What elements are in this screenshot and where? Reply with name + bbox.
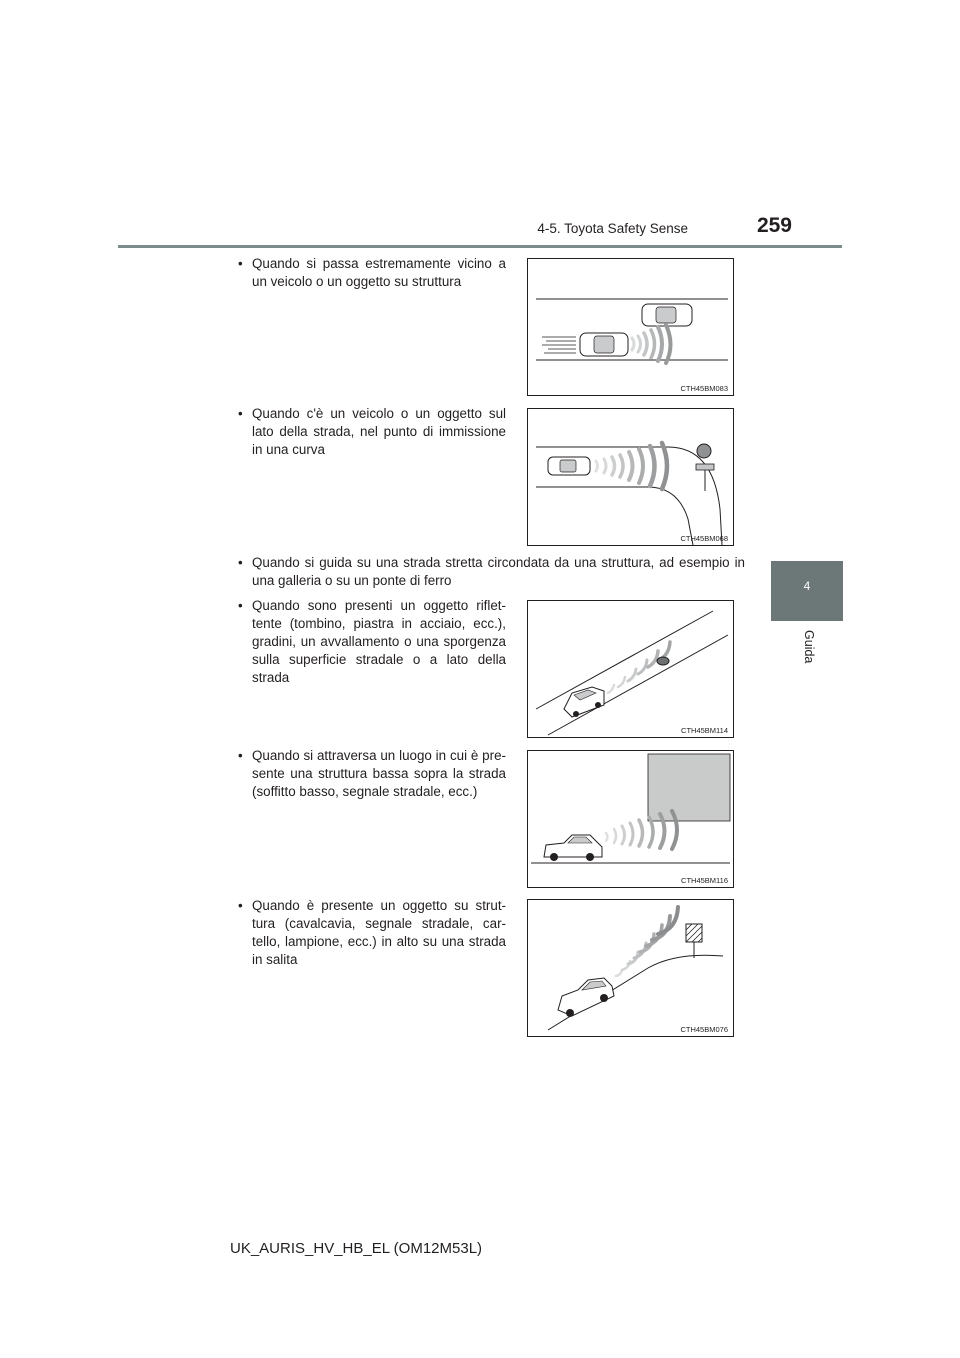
bullet: • [238, 598, 243, 613]
item-text: Quando sono presenti un oggetto riflet-tente (tombino, piastra in acciaio, ecc.), gradini, un avvallamento o una sporgenza sulla superficie stradale o a lato della strada [252, 598, 506, 685]
manhole-icon [657, 657, 669, 665]
road-sign-icon [696, 444, 714, 491]
figure-low-structure [527, 750, 734, 888]
radar-waves-icon [616, 907, 678, 976]
bullet: • [238, 748, 243, 763]
item-text: Quando si guida su una strada stretta circondata da una struttura, ad esempio in una galleria o su un ponte di ferro [252, 555, 745, 588]
figure-code: CTH45BM114 [681, 726, 728, 735]
list-item [238, 405, 506, 459]
list-item [238, 747, 506, 801]
illustration-low-structure [528, 751, 733, 887]
figure-code: CTH45BM083 [680, 384, 728, 393]
list-item [238, 255, 506, 291]
chapter-number: 4 [803, 579, 811, 593]
car-icon [564, 687, 604, 717]
figure-code: CTH45BM068 [680, 534, 728, 543]
car-icon [548, 457, 590, 475]
figure-code: CTH45BM076 [680, 1025, 728, 1034]
illustration-uphill-object [528, 900, 733, 1036]
illustration-curve-entrance [528, 409, 733, 545]
figure-curve-entrance [527, 408, 734, 546]
item-text: Quando c'è un veicolo o un oggetto sul lato della strada, nel punto di immissione in una curva [252, 406, 506, 457]
bullet: • [238, 256, 243, 271]
radar-waves-icon [596, 443, 667, 489]
item-text: Quando si attraversa un luogo in cui è pre-sente una struttura bassa sopra la strada (soffitto basso, segnale stradale, ecc.) [252, 748, 506, 799]
bullet: • [238, 555, 243, 570]
car-icon [544, 835, 602, 861]
bullet: • [238, 406, 243, 421]
car-icon [580, 333, 628, 356]
car-icon [558, 978, 614, 1017]
header-divider [118, 245, 842, 248]
road-sign-icon [686, 924, 702, 958]
overhead-structure-icon [648, 754, 730, 821]
page-number: 259 [756, 214, 792, 237]
item-text: Quando si passa estremamente vicino a un veicolo o un oggetto su struttura [252, 256, 506, 289]
list-item [238, 554, 745, 590]
figure-passing-vehicle [527, 258, 734, 396]
list-item [238, 897, 506, 969]
radar-waves-icon [632, 325, 671, 363]
figure-reflective-object [527, 600, 734, 738]
illustration-reflective-object [528, 601, 733, 737]
radar-waves-icon [608, 642, 670, 693]
bullet: • [238, 898, 243, 913]
illustration-passing-vehicle [528, 259, 733, 395]
section-title: 4-5. Toyota Safety Sense [537, 221, 688, 236]
car-icon [642, 304, 692, 326]
chapter-label: Guida [802, 630, 816, 664]
figure-uphill-object [527, 899, 734, 1037]
figure-code: CTH45BM116 [681, 876, 728, 885]
list-item [238, 597, 506, 687]
item-text: Quando è presente un oggetto su strut-tura (cavalcavia, segnale stradale, car-tello, lampione, ecc.) in alto su una strada in salita [252, 898, 506, 967]
document-id: UK_AURIS_HV_HB_EL (OM12M53L) [230, 1240, 483, 1257]
chapter-tab[interactable] [771, 561, 843, 621]
